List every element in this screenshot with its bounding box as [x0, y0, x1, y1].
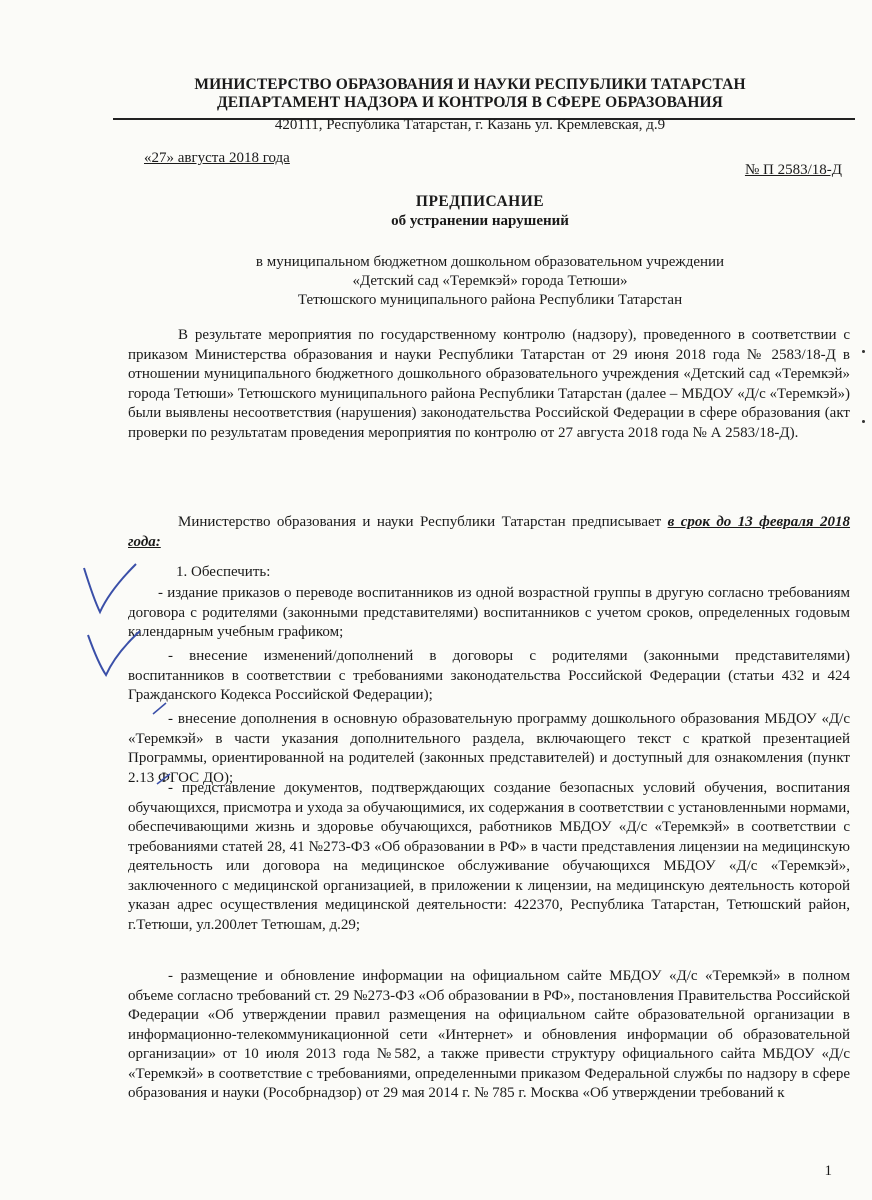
scan-speck — [862, 420, 865, 423]
department-heading: ДЕПАРТАМЕНТ НАДЗОРА И КОНТРОЛЯ В СФЕРЕ ОБРАЗОВАНИЯ — [217, 94, 723, 111]
list-item: - внесение дополнения в основную образовательную программу дошкольного образования МБДОУ «Д/с «Теремкэй» в части указания дополнительного раздела, включающего текст с краткой презентацией Программы, ориентированной на родителей (законных представителей) и доступный для ознакомления (пункт 2.13 ФГОС ДО); — [128, 711, 850, 786]
order-deadline: в срок до 13 февраля 2018 года: — [128, 514, 851, 550]
ministry-address: 420111, Республика Татарстан, г. Казань ул. Кремлевская, д.9 — [274, 117, 666, 133]
handwritten-tick-icon — [154, 770, 174, 790]
institution-line-2: «Детский сад «Теремкэй» города Тетюши» — [352, 273, 628, 289]
order-paragraph — [128, 513, 850, 552]
document-number: № П 2583/18-Д — [744, 162, 842, 178]
list-item: - издание приказов о переводе воспитанников из одной возрастной группы в другую согласно требованиям договора с родителями (законными представителями) воспитанников с учетом сроков, определенных годовым календарным учебным графиком; — [128, 585, 850, 640]
ministry-heading: МИНИСТЕРСТВО ОБРАЗОВАНИЯ И НАУКИ РЕСПУБЛИКИ ТАТАРСТАН — [194, 76, 746, 93]
page-number: 1 — [824, 1163, 832, 1179]
document-subtitle: об устранении нарушений — [391, 213, 569, 229]
list-item: - представление документов, подтверждающих создание безопасных условий обучения, воспитания обучающихся, присмотра и ухода за обучающимися, их содержания в соответствии с установленными нормами, обеспечивающими жизнь и здоровье обучающихся, работников МБДОУ «Д/с «Теремкэй» в соответствии с требованиями статей 28, 41 №273-ФЗ «Об образовании в РФ» в части представления лицензии на медицинскую деятельность или договора на медицинское обслуживание обучающихся МБДОУ «Д/с «Теремкэй», заключенного с медицинской организацией, в приложении к лицензии, на медицинскую деятельность которой указан адрес осуществления медицинской деятельности: 422370, Республика Татарстан, Тетюшский район, г.Тетюши, ул.200лет Тетюшам, д.29; — [128, 780, 850, 933]
document-title: ПРЕДПИСАНИЕ — [415, 193, 545, 210]
handwritten-checkmark-icon — [80, 560, 140, 620]
institution-line-1: в муниципальном бюджетном дошкольном образовательном учреждении — [255, 254, 725, 270]
document-date: «27» августа 2018 года — [144, 150, 290, 166]
item-1-title: 1. Обеспечить: — [176, 564, 271, 580]
order-text: Министерство образования и науки Республики Татарстан предписывает — [178, 514, 662, 530]
scan-speck — [862, 350, 865, 353]
list-item: - внесение изменений/дополнений в договоры с родителями (законными представителями) воспитанников в соответствии с требованиями законодательства Российской Федерации (статьи 432 и 424 Гражданского Кодекса Российской Федерации); — [128, 648, 850, 703]
list-item: - размещение и обновление информации на официальном сайте МБДОУ «Д/с «Теремкэй» в полном объеме согласно требований ст. 29 №273-ФЗ «Об образовании в РФ», постановления Правительства Российской Федерации «Об утверждении правил размещения на официальном сайте образовательной организации в информационно-телекоммуникационной сети «Интернет» и обновления информации об образовательной организации» от 10 июля 2013 года №582, а также привести структуру официального сайта МБДОУ «Д/с «Теремкэй» в соответствие с требованиями, определенными приказом Федеральной службы по надзору в сфере образования и науки (Рособрнадзор) от 29 мая 2014 г. № 785 г. Москва «Об утверждении требований к — [128, 968, 850, 1101]
handwritten-checkmark-icon — [84, 625, 144, 685]
handwritten-tick-icon — [150, 700, 170, 720]
intro-paragraph: В результате мероприятия по государственному контролю (надзору), проведенного в соответствии с приказом Министерства образования и науки Республики Татарстан от 29 июня 2018 года № 2583/18-Д в отношении муниципального бюджетного дошкольного образовательного учреждения «Детский сад «Теремкэй» города Тетюши» Тетюшского муниципального района Республики Татарстан (далее – МБДОУ «Д/с «Теремкэй») были выявлены несоответствия (нарушения) законодательства Российской Федерации в сфере образования (акт проверки по результатам проведения мероприятия по контролю от 27 августа 2018 года № А 2583/18-Д). — [128, 327, 850, 441]
institution-line-3: Тетюшского муниципального района Республики Татарстан — [297, 292, 683, 308]
